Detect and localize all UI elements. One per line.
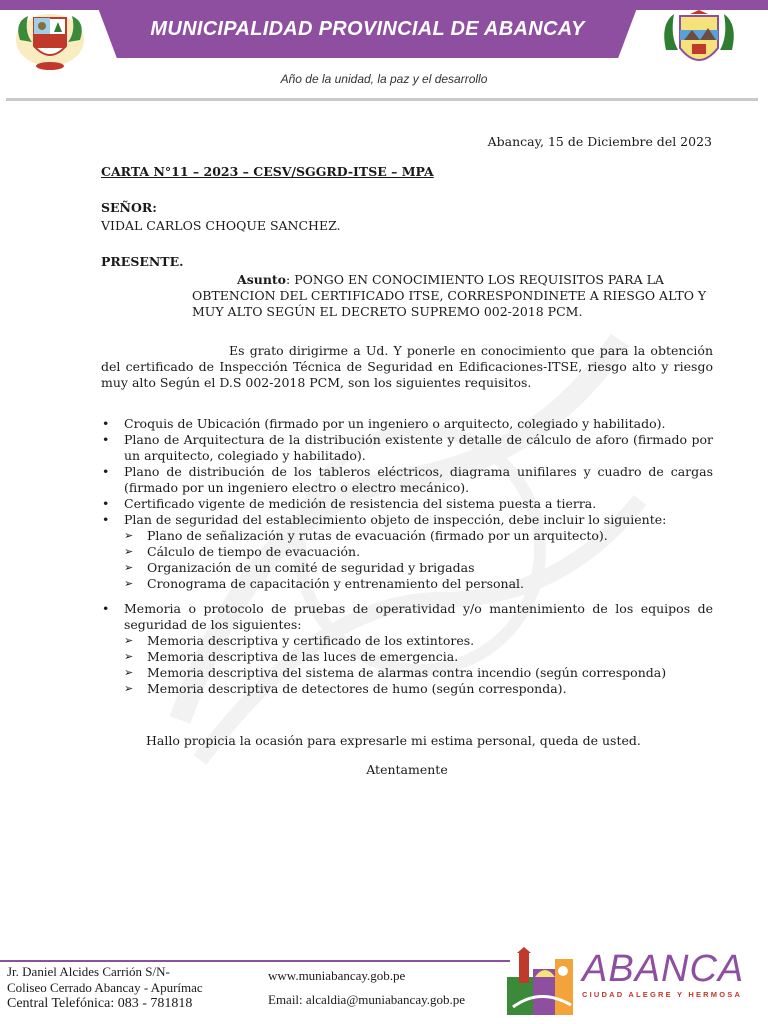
sign-off: Atentamente — [366, 762, 448, 777]
security-plan-sublist — [124, 528, 713, 592]
website-link[interactable]: www.muniabancay.gob.pe — [268, 968, 406, 983]
city-brand-wordmark: ABANCA — [582, 948, 745, 990]
email-link[interactable]: Email: alcaldia@muniabancay.gob.pe — [268, 992, 466, 1007]
memoria-item: ➢ Memoria descriptiva del sistema de alarmas contra incendio (según corresponda) — [124, 665, 713, 681]
memoria-item: ➢ Memoria descriptiva de detectores de humo (según corresponda). — [124, 681, 713, 697]
footer-divider — [0, 960, 510, 962]
phone-number: Central Telefónica: 083 - 781818 — [7, 996, 193, 1011]
memoria-item: ➢ Memoria descriptiva y certificado de los extintores. — [124, 633, 713, 649]
memoria-sublist — [124, 633, 713, 697]
presente-label: PRESENTE. — [101, 254, 184, 269]
salutation: SEÑOR: — [101, 200, 157, 215]
recipient-name: VIDAL CARLOS CHOQUE SANCHEZ. — [101, 218, 341, 233]
security-plan-item: ➢ Plano de señalización y rutas de evacuación (firmado por un arquitecto). — [124, 528, 713, 544]
security-plan-item: ➢ Cronograma de capacitación y entrenamiento del personal. — [124, 576, 713, 592]
subject-paragraph — [192, 272, 714, 320]
body-paragraph — [101, 343, 713, 391]
header-divider — [6, 98, 758, 101]
abancay-city-logo-icon — [505, 947, 575, 1019]
security-plan-label: Plan de seguridad del establecimiento objeto de inspección, debe incluir lo siguiente: — [124, 512, 667, 527]
letter-date: Abancay, 15 de Diciembre del 2023 — [487, 134, 712, 149]
address-line-2: Coliseo Cerrado Abancay - Apurímac — [7, 980, 203, 995]
peru-coat-of-arms-icon — [12, 10, 88, 74]
subject-text: : PONGO EN CONOCIMIENTO LOS REQUISITOS PARA LA OBTENCION DEL CERTIFICADO ITSE, CORRESPONDINETE A RIESGO ALTO Y MUY ALTO SEGÚN EL DECRETO SUPREMO 002-2018 PCM. — [192, 272, 707, 319]
letter-reference: CARTA N°11 – 2023 – CESV/SGGRD-ITSE – MPA — [101, 164, 434, 179]
requirement-item: • Plano de Arquitectura de la distribución existente y detalle de cálculo de aforo (firmado por un arquitecto, colegiado y habilitado). — [101, 432, 713, 464]
requirement-item-security-plan — [101, 512, 713, 601]
memoria-item: ➢ Memoria descriptiva de las luces de emergencia. — [124, 649, 713, 665]
requirements-list — [101, 416, 713, 697]
requirement-item-memoria — [101, 601, 713, 697]
requirement-item: • Croquis de Ubicación (firmado por un ingeniero o arquitecto, colegiado y habilitado). — [101, 416, 713, 432]
footer-contact-block — [268, 964, 465, 1012]
header-title: MUNICIPALIDAD PROVINCIAL DE ABANCAY — [150, 18, 585, 40]
abancay-coat-of-arms-icon — [660, 10, 738, 76]
memoria-label: Memoria o protocolo de pruebas de operatividad y/o mantenimiento de los equipos de seguridad de los siguientes: — [124, 601, 713, 632]
footer-address-block — [7, 964, 203, 1012]
security-plan-item: ➢ Organización de un comité de seguridad y brigadas — [124, 560, 713, 576]
body-text: Es grato dirigirme a Ud. Y ponerle en conocimiento que para la obtención del certificado de Inspección Técnica de Seguridad en Edificaciones-ITSE, riesgo alto y riesgo muy alto Según el D.S 002-2018 PCM, son los siguientes requisitos. — [101, 343, 713, 390]
closing-text: Hallo propicia la ocasión para expresarle mi estima personal, queda de usted. — [146, 733, 641, 748]
security-plan-item: ➢ Cálculo de tiempo de evacuación. — [124, 544, 713, 560]
requirement-item: • Plano de distribución de los tableros eléctricos, diagrama unifilares y cuadro de cargas (firmado por un ingeniero electro o electro mecánico). — [101, 464, 713, 496]
subject-label: Asunto — [237, 272, 287, 287]
address-line-1: Jr. Daniel Alcides Carrión S/N- — [7, 964, 170, 979]
list-spacer — [124, 592, 713, 601]
institutional-motto: Año de la unidad, la paz y el desarrollo — [280, 72, 488, 86]
requirement-item: • Certificado vigente de medición de resistencia del sistema puesta a tierra. — [101, 496, 713, 512]
city-brand-tagline: CIUDAD ALEGRE Y HERMOSA — [582, 990, 743, 999]
